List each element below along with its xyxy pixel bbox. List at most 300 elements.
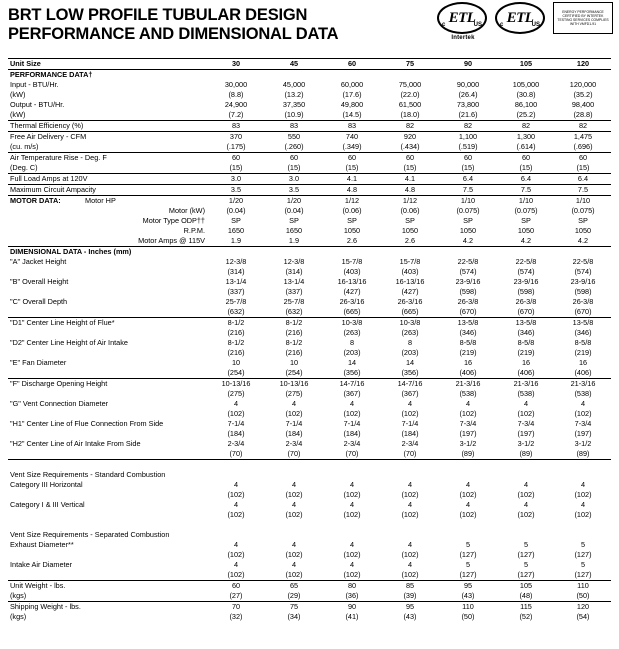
value-cell-30: 83 — [207, 121, 265, 132]
value-cell-60: (70) — [323, 449, 381, 460]
specification-table — [8, 58, 611, 622]
value-cell-60: 4 — [349, 539, 355, 549]
value-cell-60: 49,800 — [340, 100, 364, 109]
value-cell-120: (28.8) — [555, 110, 611, 121]
value-cell-45: (216) — [285, 328, 303, 337]
value-cell-60: (203) — [343, 348, 361, 357]
value-cell-105: (102) — [517, 509, 535, 519]
value-cell-105: 6.4 — [497, 174, 555, 185]
table-row — [8, 500, 611, 510]
table-row — [8, 318, 611, 329]
table-header-row — [8, 59, 611, 70]
value-cell-75: (102) — [401, 549, 419, 559]
row-label: Vent Size Requirements - Separated Combustion — [10, 529, 170, 539]
row-label — [8, 550, 207, 560]
value-cell-105: 1050 — [517, 226, 535, 235]
column-header-120: 120 — [555, 59, 611, 70]
value-cell-90: 4.2 — [439, 236, 497, 247]
value-cell-60: 4 — [349, 559, 355, 569]
value-cell-75: 8 — [407, 338, 413, 347]
value-cell-90: 73,800 — [456, 100, 480, 109]
value-cell-90: (102) — [459, 489, 477, 499]
value-cell-120: 1,475 — [573, 132, 593, 141]
value-cell-90 — [439, 470, 497, 480]
value-cell-75: (665) — [381, 307, 439, 318]
value-cell-45: (102) — [285, 509, 303, 519]
row-label — [8, 409, 207, 419]
value-cell-90: (574) — [459, 267, 477, 276]
value-cell-120: 4 — [580, 499, 586, 509]
value-cell-90: (.519) — [439, 142, 497, 153]
row-label: "D2" Center Line Height of Air Intake — [10, 338, 128, 347]
value-cell-90: (670) — [439, 307, 497, 318]
value-cell-30: 60 — [231, 153, 241, 162]
value-cell-120: (15) — [555, 163, 611, 174]
table-row — [8, 379, 611, 390]
value-cell-90: 4 — [465, 399, 471, 408]
row-label: "F" Discharge Opening Height — [10, 379, 108, 388]
value-cell-75: 16-13/16 — [395, 277, 425, 286]
row-label — [8, 490, 207, 500]
row-label: Motor Amps @ 115V — [8, 236, 207, 247]
value-cell-90: (26.4) — [458, 90, 478, 99]
value-cell-45: 4 — [291, 479, 297, 489]
value-cell-60: 15-7/8 — [341, 257, 363, 266]
value-cell-75: (263) — [401, 328, 419, 337]
row-label: (kgs) — [8, 591, 207, 602]
value-cell-90: 1050 — [459, 226, 477, 235]
value-cell-120: 60 — [578, 153, 588, 162]
table-row — [8, 510, 611, 520]
value-cell-30: (337) — [227, 287, 245, 296]
value-cell-45: 12-3/8 — [283, 257, 305, 266]
row-label — [8, 570, 207, 581]
value-cell-30: 4 — [233, 539, 239, 549]
etl-us-mark-2: US — [531, 22, 540, 28]
value-cell-45: (10.9) — [265, 110, 323, 121]
value-cell-105: 1/10 — [497, 196, 555, 207]
value-cell-120: 16 — [578, 358, 588, 367]
row-label: Unit Weight - lbs. — [10, 580, 66, 590]
value-cell-90: 110 — [462, 601, 474, 611]
value-cell-120: (35.2) — [573, 90, 593, 99]
value-cell-105: (346) — [517, 328, 535, 337]
table-row — [8, 328, 611, 338]
column-header-75: 75 — [381, 59, 439, 70]
value-cell-60: (17.6) — [342, 90, 362, 99]
row-label: Motor Type ODP†† — [142, 216, 205, 225]
value-cell-30: 1.9 — [207, 236, 265, 247]
value-cell-30: (632) — [207, 307, 265, 318]
value-cell-30 — [207, 530, 265, 540]
row-label: (kgs) — [10, 611, 27, 621]
value-cell-105: 8-5/8 — [517, 338, 535, 347]
row-label — [8, 267, 207, 277]
value-cell-75: (43) — [403, 611, 417, 621]
value-cell-45: (216) — [285, 348, 303, 357]
value-cell-90: 7.5 — [439, 185, 497, 196]
value-cell-75: (15) — [381, 163, 439, 174]
value-cell-75: 7-1/4 — [401, 419, 419, 428]
value-cell-105: 22-5/8 — [515, 257, 537, 266]
value-cell-105: 86,100 — [514, 100, 538, 109]
value-cell-105: 4 — [523, 499, 529, 509]
value-cell-75: (70) — [381, 449, 439, 460]
value-cell-105: 105,000 — [512, 80, 540, 89]
table-row — [8, 480, 611, 490]
etl-label-2: ETL — [506, 10, 534, 26]
value-cell-45: 4 — [291, 559, 297, 569]
value-cell-60: (102) — [343, 409, 361, 418]
table-row — [8, 277, 611, 287]
table-row — [8, 368, 611, 379]
row-label: Motor HP — [60, 196, 116, 205]
value-cell-120: 26-3/8 — [572, 297, 594, 306]
value-cell-75: (184) — [401, 429, 419, 438]
table-spacer-row — [8, 520, 611, 530]
value-cell-75: (102) — [401, 509, 419, 519]
value-cell-30: 12-3/8 — [225, 257, 247, 266]
value-cell-30: (314) — [227, 267, 245, 276]
value-cell-120: (197) — [574, 429, 592, 438]
value-cell-60: 14-7/16 — [339, 379, 365, 388]
value-cell-75: 15-7/8 — [399, 257, 421, 266]
value-cell-90: SP — [463, 216, 473, 225]
value-cell-120: 1/10 — [555, 196, 611, 207]
row-label: "G" Vent Connection Diameter — [10, 399, 109, 408]
value-cell-90: 90,000 — [456, 80, 480, 89]
value-cell-75: 95 — [405, 601, 415, 611]
value-cell-30: 70 — [231, 601, 241, 611]
section-title: DIMENSIONAL DATA - Inches (mm) — [8, 247, 611, 258]
row-label: Category I & III Vertical — [10, 499, 85, 509]
value-cell-45: 1.9 — [265, 236, 323, 247]
value-cell-45: 45,000 — [282, 80, 306, 89]
table-row — [8, 142, 611, 153]
value-cell-120 — [555, 530, 611, 540]
table-row — [8, 449, 611, 460]
value-cell-90: (538) — [459, 389, 477, 398]
row-label: "H2" Center Line of Air Intake From Side — [10, 439, 141, 448]
row-label — [8, 389, 207, 399]
value-cell-30: 370 — [229, 132, 243, 141]
value-cell-75: (356) — [381, 368, 439, 379]
section-label-cell — [8, 196, 207, 207]
value-cell-120: (54) — [576, 611, 590, 621]
row-label: (cu. m/s) — [8, 142, 207, 153]
value-cell-90: (197) — [459, 429, 477, 438]
value-cell-120: SP — [578, 216, 588, 225]
row-label: R.P.M. — [183, 226, 205, 235]
table-row — [8, 132, 611, 143]
value-cell-45: (254) — [265, 368, 323, 379]
value-cell-75: 4 — [407, 539, 413, 549]
section-title-row — [8, 70, 611, 81]
table-row — [8, 287, 611, 297]
row-label: (kW) — [10, 90, 26, 99]
value-cell-105: (48) — [497, 591, 555, 602]
value-cell-90: (50) — [461, 611, 475, 621]
value-cell-30: 1650 — [227, 226, 245, 235]
value-cell-30: (102) — [227, 489, 245, 499]
value-cell-90: 1,100 — [458, 132, 478, 141]
value-cell-120: 4.2 — [555, 236, 611, 247]
value-cell-60: 1050 — [343, 226, 361, 235]
value-cell-45: 1650 — [285, 226, 303, 235]
value-cell-30: 8-1/2 — [227, 338, 245, 347]
value-cell-120: (102) — [574, 409, 592, 418]
value-cell-105: (574) — [517, 267, 535, 276]
value-cell-30: (0.04) — [226, 206, 246, 215]
value-cell-90: 23-9/16 — [455, 277, 481, 286]
value-cell-60: 1/12 — [323, 196, 381, 207]
value-cell-30: 10 — [231, 358, 241, 367]
value-cell-90: 82 — [439, 121, 497, 132]
value-cell-30: SP — [231, 216, 241, 225]
value-cell-60: SP — [347, 216, 357, 225]
value-cell-30 — [207, 470, 265, 480]
value-cell-120: (219) — [574, 348, 592, 357]
value-cell-60: 4 — [349, 499, 355, 509]
value-cell-45: 7-1/4 — [285, 419, 303, 428]
row-label: Free Air Delivery - CFM — [10, 132, 87, 141]
value-cell-105: 3-1/2 — [517, 439, 535, 448]
table-row — [8, 216, 611, 226]
table-row — [8, 601, 611, 612]
value-cell-105: (52) — [519, 611, 533, 621]
value-cell-30: 1/20 — [207, 196, 265, 207]
value-cell-60: 740 — [345, 132, 359, 141]
value-cell-105: (30.8) — [516, 90, 536, 99]
value-cell-30: (102) — [207, 570, 265, 581]
table-row — [8, 307, 611, 318]
value-cell-90: 8-5/8 — [459, 338, 477, 347]
value-cell-75: (102) — [401, 409, 419, 418]
value-cell-75: 1050 — [401, 226, 419, 235]
row-label: Intake Air Diameter — [10, 559, 73, 569]
column-header-60: 60 — [323, 59, 381, 70]
value-cell-105: 16 — [521, 358, 531, 367]
value-cell-120: 6.4 — [555, 174, 611, 185]
table-row — [8, 196, 611, 207]
value-cell-45: 75 — [289, 601, 299, 611]
table-row — [8, 100, 611, 110]
value-cell-105 — [497, 530, 555, 540]
value-cell-120: (346) — [574, 328, 592, 337]
table-row — [8, 540, 611, 550]
value-cell-105: 5 — [523, 539, 529, 549]
value-cell-90: (0.075) — [456, 206, 480, 215]
value-cell-60 — [323, 470, 381, 480]
row-label: "B" Overall Height — [10, 277, 69, 286]
table-row — [8, 174, 611, 185]
table-row — [8, 236, 611, 247]
value-cell-30: (102) — [227, 509, 245, 519]
value-cell-105: 26-3/8 — [515, 297, 537, 306]
value-cell-45: 2-3/4 — [285, 439, 303, 448]
value-cell-45: (102) — [285, 549, 303, 559]
value-cell-60: 4.1 — [323, 174, 381, 185]
table-row — [8, 338, 611, 348]
value-cell-75: 26-3/16 — [397, 297, 423, 306]
value-cell-75: (102) — [401, 489, 419, 499]
value-cell-105 — [497, 470, 555, 480]
value-cell-75: (22.0) — [400, 90, 420, 99]
value-cell-120: (127) — [555, 570, 611, 581]
value-cell-120: 4 — [580, 479, 586, 489]
value-cell-105: SP — [521, 216, 531, 225]
value-cell-60: (367) — [343, 389, 361, 398]
value-cell-75: 4.1 — [381, 174, 439, 185]
certification-marks — [437, 2, 613, 41]
table-row — [8, 297, 611, 307]
value-cell-75: 2.6 — [381, 236, 439, 247]
etl-oval-icon-2 — [495, 2, 545, 34]
value-cell-45: (275) — [285, 389, 303, 398]
value-cell-90: 5 — [465, 539, 471, 549]
value-cell-105: 1,300 — [516, 132, 536, 141]
value-cell-30: (15) — [207, 163, 265, 174]
value-cell-120: 13-5/8 — [572, 318, 594, 327]
value-cell-75: 4.8 — [381, 185, 439, 196]
value-cell-120: 8-5/8 — [574, 338, 592, 347]
value-cell-120: 22-5/8 — [572, 257, 594, 266]
value-cell-60: (102) — [343, 549, 361, 559]
value-cell-105: 60 — [521, 153, 531, 162]
column-header-105: 105 — [497, 59, 555, 70]
value-cell-60: 7-1/4 — [343, 419, 361, 428]
value-cell-105: (598) — [517, 287, 535, 296]
value-cell-45: (102) — [285, 489, 303, 499]
value-cell-90: 13-5/8 — [457, 318, 479, 327]
value-cell-90: 6.4 — [439, 174, 497, 185]
value-cell-75: (367) — [401, 389, 419, 398]
page-title-line2: PERFORMANCE AND DIMENSIONAL DATA — [8, 25, 339, 43]
row-label: "A" Jacket Height — [10, 257, 67, 266]
value-cell-105: (.614) — [497, 142, 555, 153]
etl-energy-mark — [495, 2, 547, 34]
value-cell-30: 13-1/4 — [225, 277, 247, 286]
value-cell-30: 4 — [233, 559, 239, 569]
value-cell-60: (.349) — [323, 142, 381, 153]
value-cell-105: 4 — [523, 479, 529, 489]
value-cell-75: (403) — [401, 267, 419, 276]
value-cell-90: 3-1/2 — [459, 439, 477, 448]
value-cell-45: (102) — [265, 570, 323, 581]
value-cell-90: 21-3/16 — [455, 379, 481, 388]
value-cell-75: 4 — [407, 559, 413, 569]
value-cell-75: 4 — [407, 399, 413, 408]
table-row — [8, 185, 611, 196]
value-cell-60: (41) — [345, 611, 359, 621]
page-title — [8, 6, 438, 44]
value-cell-120: 7.5 — [555, 185, 611, 196]
value-cell-75 — [381, 530, 439, 540]
value-cell-120: 110 — [577, 580, 589, 590]
table-row — [8, 580, 611, 591]
row-label: Shipping Weight - lbs. — [10, 601, 81, 611]
table-row — [8, 110, 611, 121]
etl-c-mark-2: c — [500, 22, 504, 28]
value-cell-45: 4 — [291, 539, 297, 549]
row-label: Maximum Circuit Ampacity — [8, 185, 207, 196]
row-label — [8, 429, 207, 439]
table-spacer-row — [8, 460, 611, 470]
value-cell-45: (337) — [285, 287, 303, 296]
value-cell-90: 26-3/8 — [457, 297, 479, 306]
value-cell-60: 14 — [347, 358, 357, 367]
row-label — [8, 328, 207, 338]
table-row — [8, 419, 611, 429]
value-cell-105: (89) — [497, 449, 555, 460]
table-row — [8, 80, 611, 90]
value-cell-60: 16-13/16 — [337, 277, 367, 286]
page-title-line1: BRT LOW PROFILE TUBULAR DESIGN — [8, 6, 308, 24]
value-cell-30: (32) — [229, 611, 243, 621]
column-header-45: 45 — [265, 59, 323, 70]
value-cell-105: 5 — [523, 559, 529, 569]
value-cell-45: SP — [289, 216, 299, 225]
value-cell-75: 85 — [405, 580, 415, 590]
value-cell-45: 13-1/4 — [283, 277, 305, 286]
value-cell-90 — [439, 530, 497, 540]
table-row — [8, 530, 611, 540]
value-cell-120 — [555, 470, 611, 480]
value-cell-45 — [265, 530, 323, 540]
row-label: Vent Size Requirements - Standard Combustion — [10, 469, 166, 479]
column-header-90: 90 — [439, 59, 497, 70]
value-cell-90: 4 — [465, 479, 471, 489]
value-cell-45: 8-1/2 — [285, 338, 303, 347]
value-cell-60: 4 — [349, 399, 355, 408]
value-cell-90: (15) — [439, 163, 497, 174]
value-cell-105: (670) — [497, 307, 555, 318]
value-cell-30: 25-7/8 — [225, 297, 247, 306]
section-title-row — [8, 247, 611, 258]
value-cell-75: 75,000 — [398, 80, 422, 89]
row-label — [8, 368, 207, 379]
value-cell-75: 60 — [405, 153, 415, 162]
row-label: Input - BTU/Hr. — [10, 80, 59, 89]
value-cell-105: 4 — [523, 399, 529, 408]
value-cell-45: (184) — [285, 429, 303, 438]
etl-label: ETL — [448, 10, 476, 26]
value-cell-105: 105 — [519, 580, 533, 590]
row-label: Thermal Efficiency (%) — [8, 121, 207, 132]
table-row — [8, 121, 611, 132]
value-cell-75: 14 — [405, 358, 415, 367]
value-cell-30: 4 — [233, 499, 239, 509]
value-cell-105: (25.2) — [497, 110, 555, 121]
row-label: "D1" Center Line Height of Flue* — [10, 318, 115, 327]
value-cell-45: (13.2) — [284, 90, 304, 99]
value-cell-105: 23-9/16 — [513, 277, 539, 286]
value-cell-30: 4 — [233, 399, 239, 408]
etl-intertek-caption: Intertek — [451, 35, 475, 41]
value-cell-75: SP — [405, 216, 415, 225]
section-title: MOTOR DATA: — [10, 196, 61, 205]
value-cell-45 — [265, 470, 323, 480]
value-cell-45: (34) — [287, 611, 301, 621]
value-cell-120: (89) — [555, 449, 611, 460]
value-cell-45: (.260) — [265, 142, 323, 153]
value-cell-60: (184) — [343, 429, 361, 438]
value-cell-75: 61,500 — [398, 100, 422, 109]
value-cell-45: (314) — [285, 267, 303, 276]
value-cell-45: 1/20 — [265, 196, 323, 207]
value-cell-45: 3.0 — [265, 174, 323, 185]
row-label: (Deg. C) — [8, 163, 207, 174]
